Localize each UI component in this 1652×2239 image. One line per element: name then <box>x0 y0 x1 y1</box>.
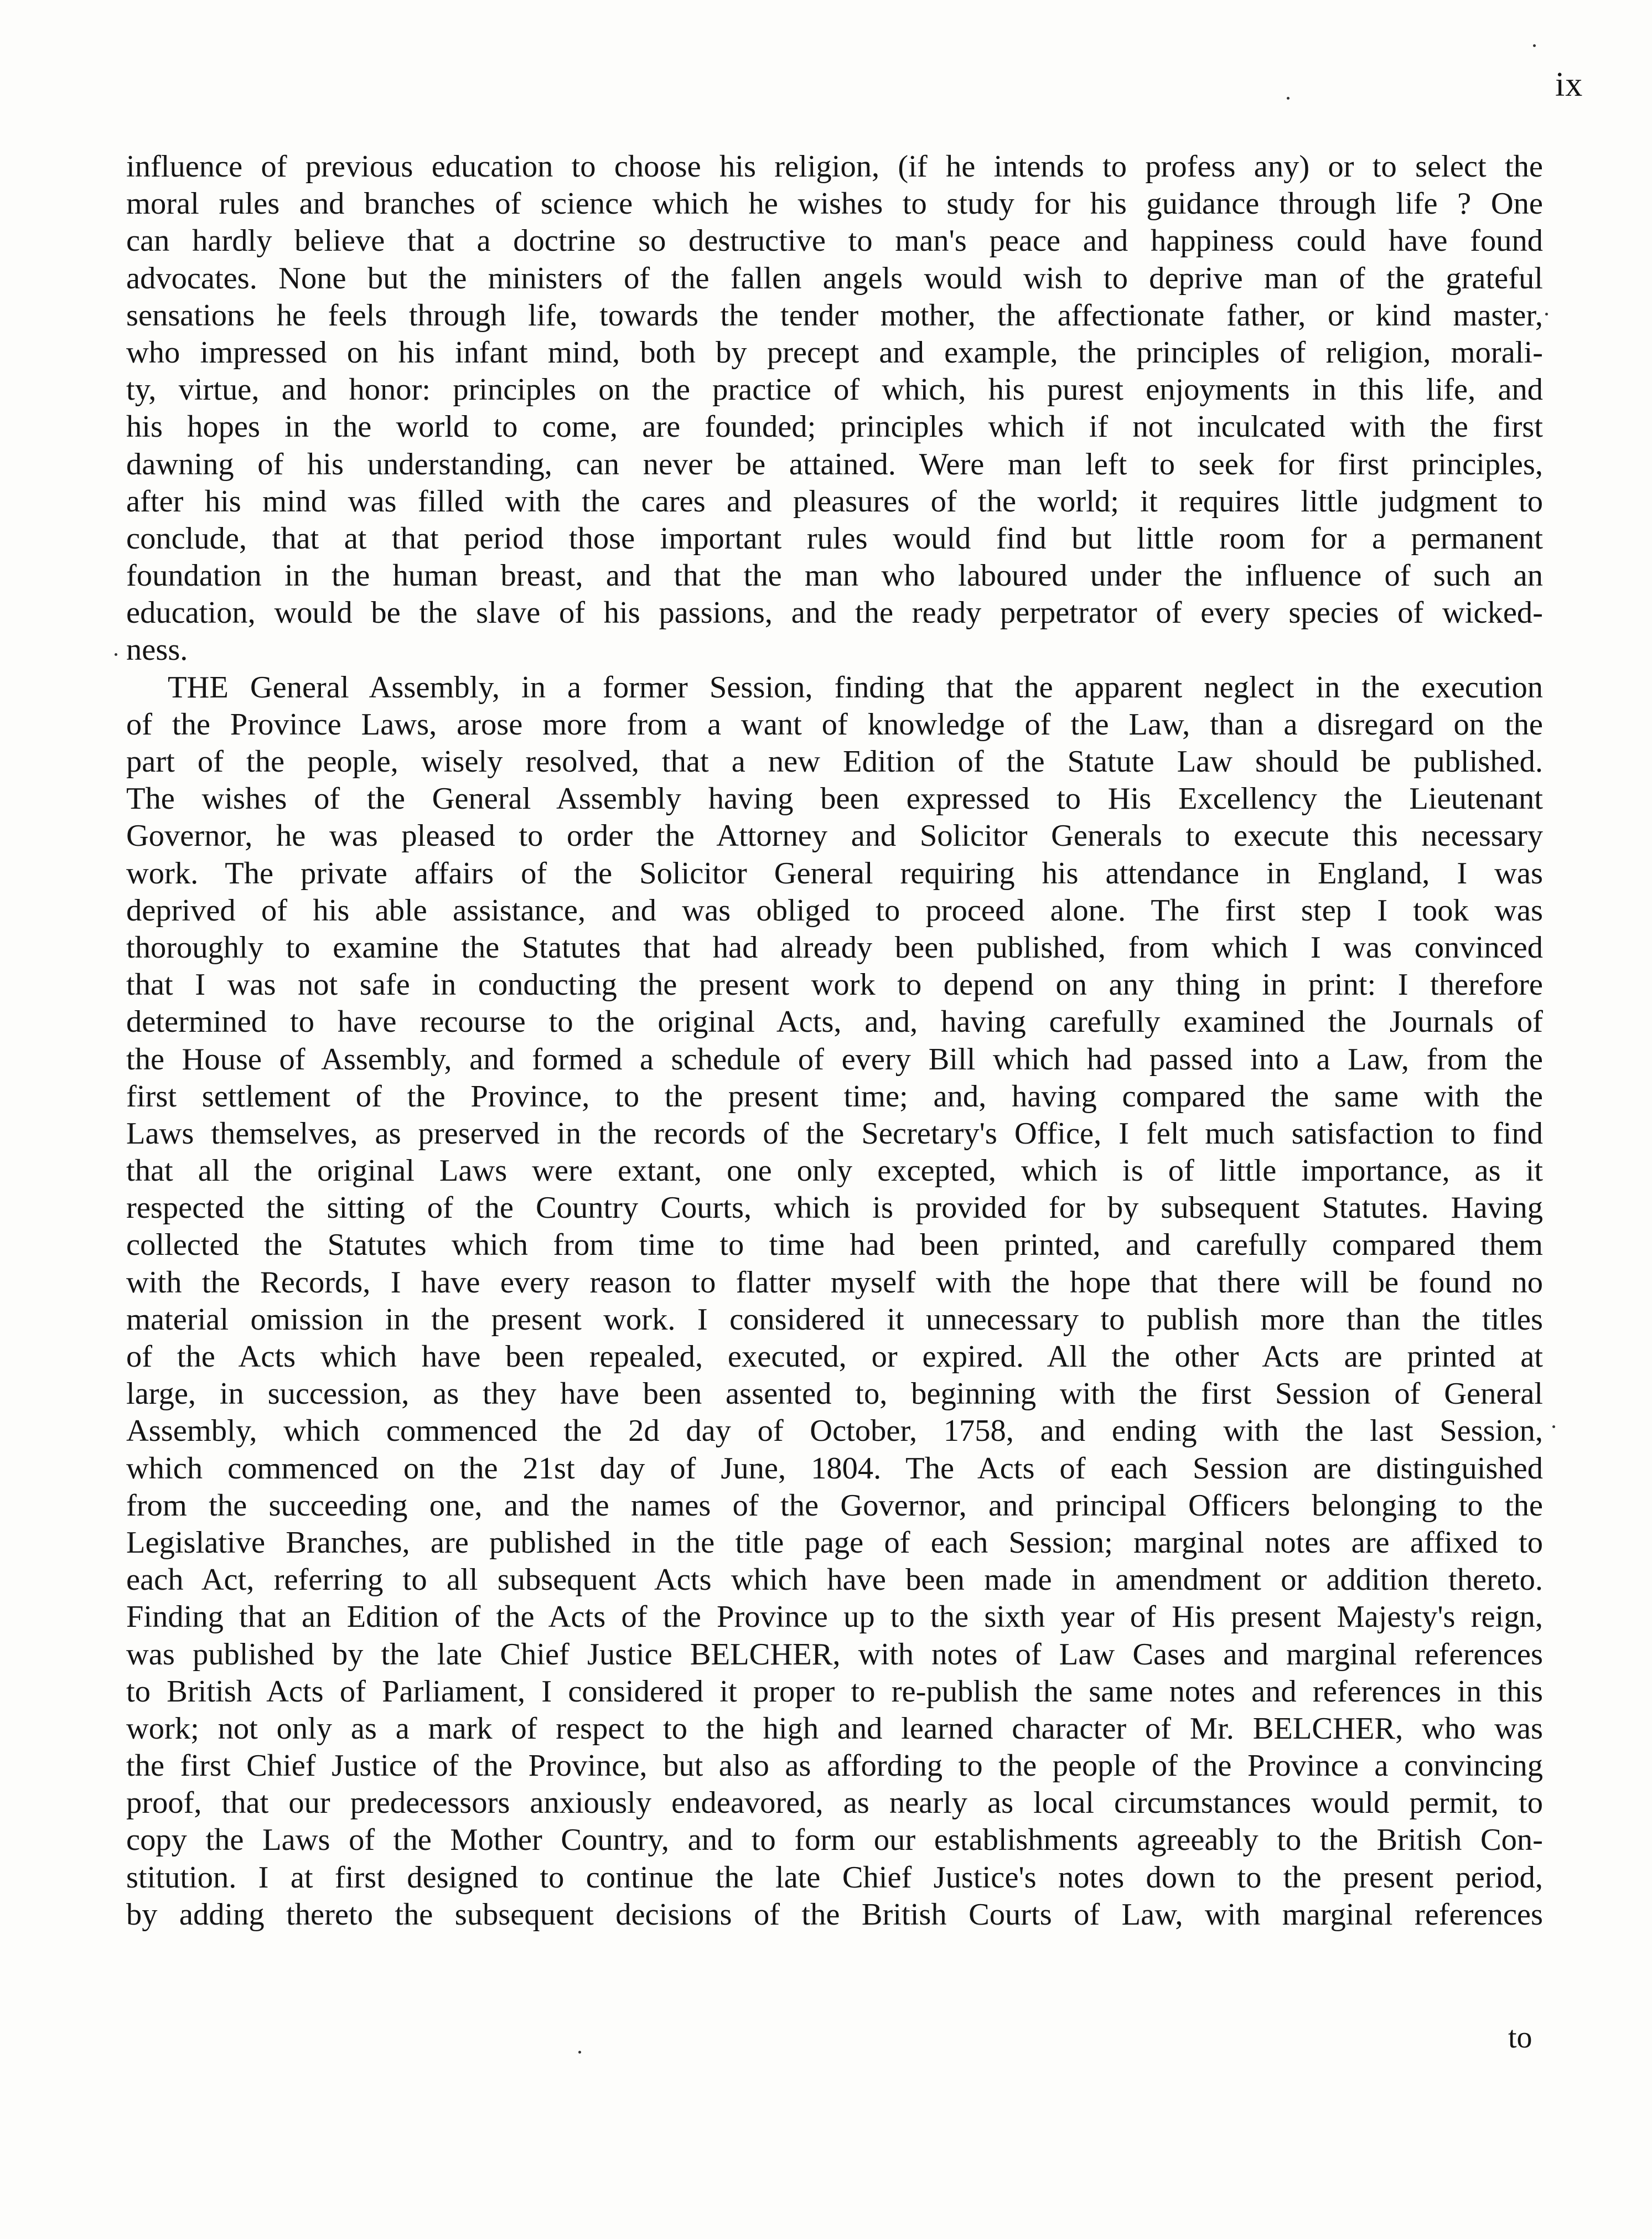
ink-speck <box>1545 313 1548 316</box>
text-line: was published by the late Chief Justice BELCHER, with notes of Law Cases and marginal references <box>126 1637 1543 1672</box>
text-line: respected the sitting of the Country Courts, which is provided for by subsequent Statutes. Having <box>126 1191 1543 1225</box>
text-line: that I was not safe in conducting the present work to depend on any thing in print: I therefore <box>126 968 1543 1002</box>
text-line: conclude, that at that period those important rules would find but little room for a permanent <box>126 521 1543 556</box>
text-line: Legislative Branches, are published in the title page of each Session; marginal notes are affixed to <box>126 1525 1543 1560</box>
catchword: to <box>1508 2020 1532 2055</box>
text-line: copy the Laws of the Mother Country, and to form our establishments agreeably to the British Con- <box>126 1823 1543 1858</box>
text-line: after his mind was filled with the cares and pleasures of the world; it requires little judgment to <box>126 484 1543 519</box>
body-text <box>126 148 1543 1933</box>
text-line: large, in succession, as they have been assented to, beginning with the first Session of General <box>126 1377 1543 1411</box>
text-line: the first Chief Justice of the Province, but also as affording to the people of the Province a convincing <box>126 1749 1543 1783</box>
ink-speck <box>578 2051 581 2054</box>
text-line: by adding thereto the subsequent decisions of the British Courts of Law, with marginal references <box>126 1897 1543 1932</box>
text-line: sensations he feels through life, towards the tender mother, the affectionate father, or kind master, <box>126 298 1543 333</box>
ink-speck <box>115 653 117 656</box>
text-line: advocates. None but the ministers of the fallen angels would wish to deprive man of the grateful <box>126 261 1543 296</box>
text-line: determined to have recourse to the original Acts, and, having carefully examined the Journals of <box>126 1005 1543 1040</box>
ink-speck <box>1552 1425 1555 1428</box>
text-line: influence of previous education to choose his religion, (if he intends to profess any) or to select the <box>126 149 1543 184</box>
text-line: Governor, he was pleased to order the Attorney and Solicitor Generals to execute this necessary <box>126 819 1543 854</box>
text-line: dawning of his understanding, can never be attained. Were man left to seek for first principles, <box>126 447 1543 482</box>
text-line: moral rules and branches of science which he wishes to study for his guidance through life ? One <box>126 187 1543 221</box>
text-line: ness. <box>126 633 188 668</box>
text-line: the House of Assembly, and formed a schedule of every Bill which had passed into a Law, from the <box>126 1042 1543 1077</box>
text-line: deprived of his able assistance, and was obliged to proceed alone. The first step I took was <box>126 893 1543 928</box>
text-line: with the Records, I have every reason to flatter myself with the hope that there will be found no <box>126 1265 1543 1300</box>
text-line: thoroughly to examine the Statutes that had already been published, from which I was convinced <box>126 930 1543 965</box>
text-line: can hardly believe that a doctrine so destructive to man's peace and happiness could have found <box>126 224 1543 258</box>
text-line: first settlement of the Province, to the present time; and, having compared the same with the <box>126 1079 1543 1114</box>
text-line: Laws themselves, as preserved in the records of the Secretary's Office, I felt much satisfaction to find <box>126 1116 1543 1151</box>
text-line: who impressed on his infant mind, both by precept and example, the principles of religion, morali- <box>126 335 1543 370</box>
text-line: to British Acts of Parliament, I considered it proper to re-publish the same notes and references in this <box>126 1674 1543 1709</box>
text-line: collected the Statutes which from time to time had been printed, and carefully compared them <box>126 1228 1543 1263</box>
text-line: his hopes in the world to come, are founded; principles which if not inculcated with the first <box>126 410 1543 444</box>
text-line: proof, that our predecessors anxiously endeavored, as nearly as local circumstances would permit, to <box>126 1786 1543 1821</box>
text-line: THE General Assembly, in a former Session, finding that the apparent neglect in the execution <box>168 670 1543 705</box>
text-line: part of the people, wisely resolved, that a new Edition of the Statute Law should be published. <box>126 744 1543 779</box>
text-line: foundation in the human breast, and that the man who laboured under the influence of such an <box>126 559 1543 593</box>
text-line: each Act, referring to all subsequent Acts which have been made in amendment or addition thereto. <box>126 1563 1543 1597</box>
text-line: The wishes of the General Assembly having been expressed to His Excellency the Lieutenant <box>126 782 1543 816</box>
text-line: that all the original Laws were extant, one only excepted, which is of little importance, as it <box>126 1154 1543 1188</box>
text-line: stitution. I at first designed to continue the late Chief Justice's notes down to the present period, <box>126 1860 1543 1895</box>
ink-speck <box>1287 97 1290 100</box>
page-number: ix <box>1555 66 1583 104</box>
text-line: work; not only as a mark of respect to the high and learned character of Mr. BELCHER, who was <box>126 1711 1543 1746</box>
text-line: material omission in the present work. I considered it unnecessary to publish more than the titles <box>126 1302 1543 1337</box>
text-line: Assembly, which commenced the 2d day of October, 1758, and ending with the last Session, <box>126 1414 1543 1449</box>
text-line: work. The private affairs of the Solicitor General requiring his attendance in England, I was <box>126 856 1543 891</box>
text-line: ty, virtue, and honor: principles on the practice of which, his purest enjoyments in this life, and <box>126 373 1543 407</box>
text-line: of the Acts which have been repealed, executed, or expired. All the other Acts are printed at <box>126 1340 1543 1374</box>
text-line: of the Province Laws, arose more from a want of knowledge of the Law, than a disregard on the <box>126 707 1543 742</box>
ink-speck <box>1533 44 1536 47</box>
text-line: which commenced on the 21st day of June, 1804. The Acts of each Session are distinguished <box>126 1451 1543 1486</box>
text-line: education, would be the slave of his passions, and the ready perpetrator of every species of wicked- <box>126 596 1543 630</box>
text-line: Finding that an Edition of the Acts of the Province up to the sixth year of His present Majesty's reign, <box>126 1600 1543 1635</box>
text-line: from the succeeding one, and the names of the Governor, and principal Officers belonging to the <box>126 1488 1543 1523</box>
